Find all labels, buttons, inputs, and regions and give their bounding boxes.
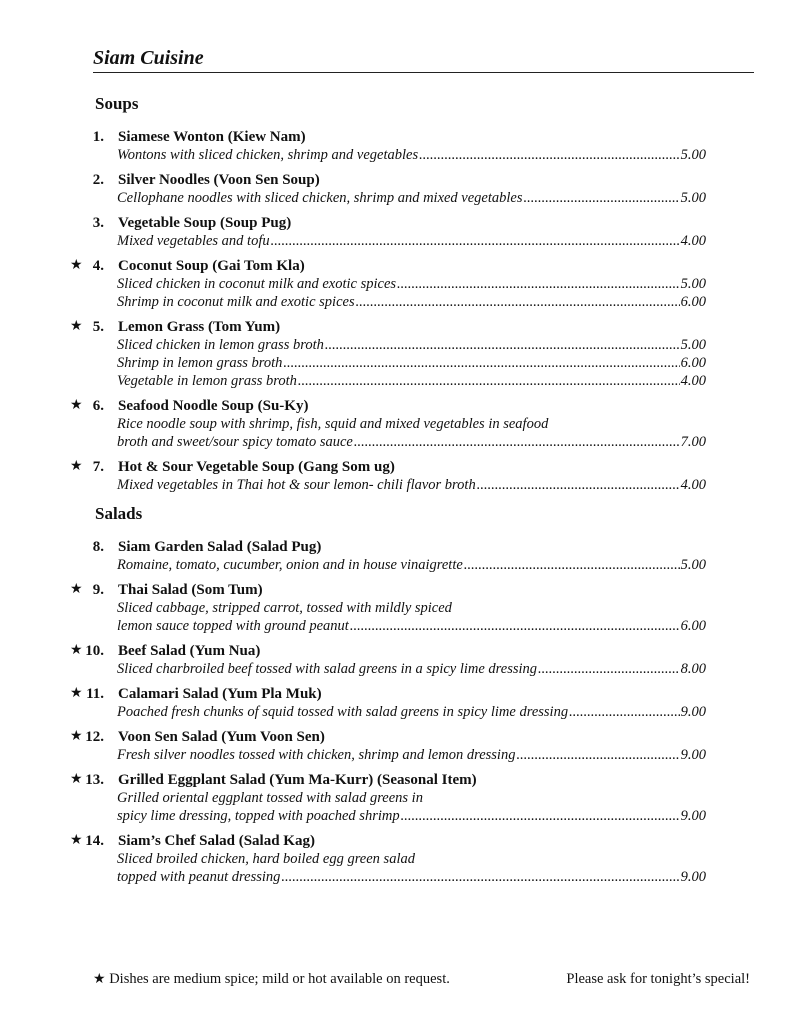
menu-item [0,397,800,451]
item-description-line [117,660,706,678]
menu-item [0,728,800,764]
item-number: 13. [85,772,104,788]
dot-leader [401,807,680,825]
item-price: 5.00 [680,147,706,163]
item-title: Seafood Noodle Soup (Su-Ky) [118,398,309,414]
menu-section [0,92,800,494]
star-icon: ★ [70,459,83,474]
item-number: 2. [92,172,104,188]
item-description-line [117,354,706,372]
dot-leader [524,189,680,207]
item-description: Shrimp in coconut milk and exotic spices [117,294,355,310]
item-description-line [117,599,706,617]
item-price: 9.00 [680,869,706,885]
item-number: 4. [92,258,104,274]
item-description: Wontons with sliced chicken, shrimp and vegetables [117,147,419,163]
item-number: 7. [92,459,104,475]
item-description-line [117,372,706,390]
item-price: 4.00 [680,477,706,493]
item-description: Vegetable in lemon grass broth [117,373,297,389]
item-description: Sliced broiled chicken, hard boiled egg green salad [117,851,415,867]
item-description: Shrimp in lemon grass broth [117,355,283,371]
section-title: Soups [95,94,139,113]
item-number: 1. [92,129,104,145]
item-description: lemon sauce topped with ground peanut [117,618,349,634]
item-price: 7.00 [680,434,706,450]
menu-header [93,46,754,73]
item-description-line [117,807,706,825]
item-description-line [117,850,706,868]
star-icon: ★ [70,398,83,413]
item-price: 4.00 [680,233,706,249]
star-icon: ★ [93,972,106,987]
item-title: Vegetable Soup (Soup Pug) [118,215,292,231]
star-icon: ★ [70,772,83,787]
item-title: Beef Salad (Yum Nua) [118,643,261,659]
item-description: spicy lime dressing, topped with poached shrimp [117,808,400,824]
item-title: Siamese Wonton (Kiew Nam) [118,129,306,145]
item-description: broth and sweet/sour spicy tomato sauce [117,434,353,450]
star-icon: ★ [70,686,83,701]
item-number: 12. [85,729,104,745]
star-icon: ★ [70,319,83,334]
section-title: Salads [95,504,143,523]
dot-leader [397,275,680,293]
item-title: Voon Sen Salad (Yum Voon Sen) [118,729,325,745]
dot-leader [477,476,680,494]
item-price: 4.00 [680,373,706,389]
item-description-line [117,703,706,721]
item-description-line [117,415,706,433]
item-price: 6.00 [680,294,706,310]
dot-leader [325,336,680,354]
dot-leader [298,372,680,390]
dot-leader [350,617,680,635]
item-description: Grilled oriental eggplant tossed with salad greens in [117,790,423,806]
item-description-line [117,433,706,451]
menu-item [0,538,800,574]
menu-content [0,92,800,893]
item-number: 6. [92,398,104,414]
dot-leader [516,746,679,764]
item-description: Poached fresh chunks of squid tossed with salad greens in spicy lime dressing [117,704,569,720]
item-price: 9.00 [680,704,706,720]
spice-note-text: Dishes are medium spice; mild or hot available on request. [109,971,450,987]
dot-leader [271,232,680,250]
dot-leader [354,433,680,451]
menu-item [0,128,800,164]
menu-item [0,318,800,390]
dot-leader [283,354,679,372]
menu-item [0,171,800,207]
item-price: 6.00 [680,618,706,634]
item-description: Romaine, tomato, cucumber, onion and in house vinaigrette [117,557,463,573]
item-description: Mixed vegetables in Thai hot & sour lemon- chili flavor broth [117,477,476,493]
dot-leader [356,293,680,311]
menu-item [0,214,800,250]
star-icon: ★ [70,582,83,597]
item-description-line [117,868,706,886]
item-title: Coconut Soup (Gai Tom Kla) [118,258,305,274]
dot-leader [464,556,680,574]
item-number: 14. [85,833,104,849]
item-description-line [117,476,706,494]
item-description: Sliced chicken in coconut milk and exotic spices [117,276,397,292]
item-price: 9.00 [680,808,706,824]
menu-item [0,642,800,678]
item-description: Mixed vegetables and tofu [117,233,270,249]
spice-note [93,970,450,989]
item-title: Siam Garden Salad (Salad Pug) [118,539,322,555]
menu-item [0,257,800,311]
item-title: Thai Salad (Som Tum) [118,582,263,598]
menu-section [0,502,800,886]
item-title: Hot & Sour Vegetable Soup (Gang Som ug) [118,459,395,475]
item-title: Lemon Grass (Tom Yum) [118,319,281,335]
item-number: 11. [86,686,104,702]
item-description: Sliced charbroiled beef tossed with salad greens in a spicy lime dressing [117,661,538,677]
item-description-line [117,232,706,250]
item-description-line [117,789,706,807]
restaurant-name: Siam Cuisine [93,47,204,69]
item-title: Silver Noodles (Voon Sen Soup) [118,172,320,188]
item-description-line [117,336,706,354]
item-title: Calamari Salad (Yum Pla Muk) [118,686,322,702]
item-number: 8. [92,539,104,555]
item-price: 5.00 [680,276,706,292]
item-description-line [117,293,706,311]
item-description: Rice noodle soup with shrimp, fish, squid and mixed vegetables in seafood [117,416,549,432]
star-icon: ★ [70,729,83,744]
item-number: 5. [92,319,104,335]
item-description-line [117,146,706,164]
item-number: 10. [85,643,104,659]
menu-item [0,581,800,635]
dot-leader [538,660,680,678]
dot-leader [419,146,680,164]
item-description: Sliced cabbage, stripped carrot, tossed with mildly spiced [117,600,452,616]
item-description-line [117,617,706,635]
item-description: Sliced chicken in lemon grass broth [117,337,324,353]
star-icon: ★ [70,833,83,848]
special-note: Please ask for tonight’s special! [566,971,750,987]
item-price: 5.00 [680,337,706,353]
item-description: topped with peanut dressing [117,869,281,885]
menu-item [0,685,800,721]
menu-item [0,832,800,886]
item-description-line [117,746,706,764]
item-title: Grilled Eggplant Salad (Yum Ma-Kurr) (Seasonal Item) [118,772,477,788]
item-description: Fresh silver noodles tossed with chicken, shrimp and lemon dressing [117,747,516,763]
star-icon: ★ [70,643,83,658]
item-price: 8.00 [680,661,706,677]
item-description-line [117,556,706,574]
item-price: 5.00 [680,557,706,573]
item-description-line [117,275,706,293]
dot-leader [281,868,679,886]
menu-item [0,458,800,494]
item-description: Cellophane noodles with sliced chicken, shrimp and mixed vegetables [117,190,523,206]
item-description-line [117,189,706,207]
item-number: 9. [92,582,104,598]
menu-footer [93,970,750,989]
item-price: 5.00 [680,190,706,206]
dot-leader [569,703,680,721]
menu-item [0,771,800,825]
item-price: 6.00 [680,355,706,371]
item-number: 3. [92,215,104,231]
star-icon: ★ [70,258,83,273]
item-price: 9.00 [680,747,706,763]
item-title: Siam’s Chef Salad (Salad Kag) [118,833,315,849]
